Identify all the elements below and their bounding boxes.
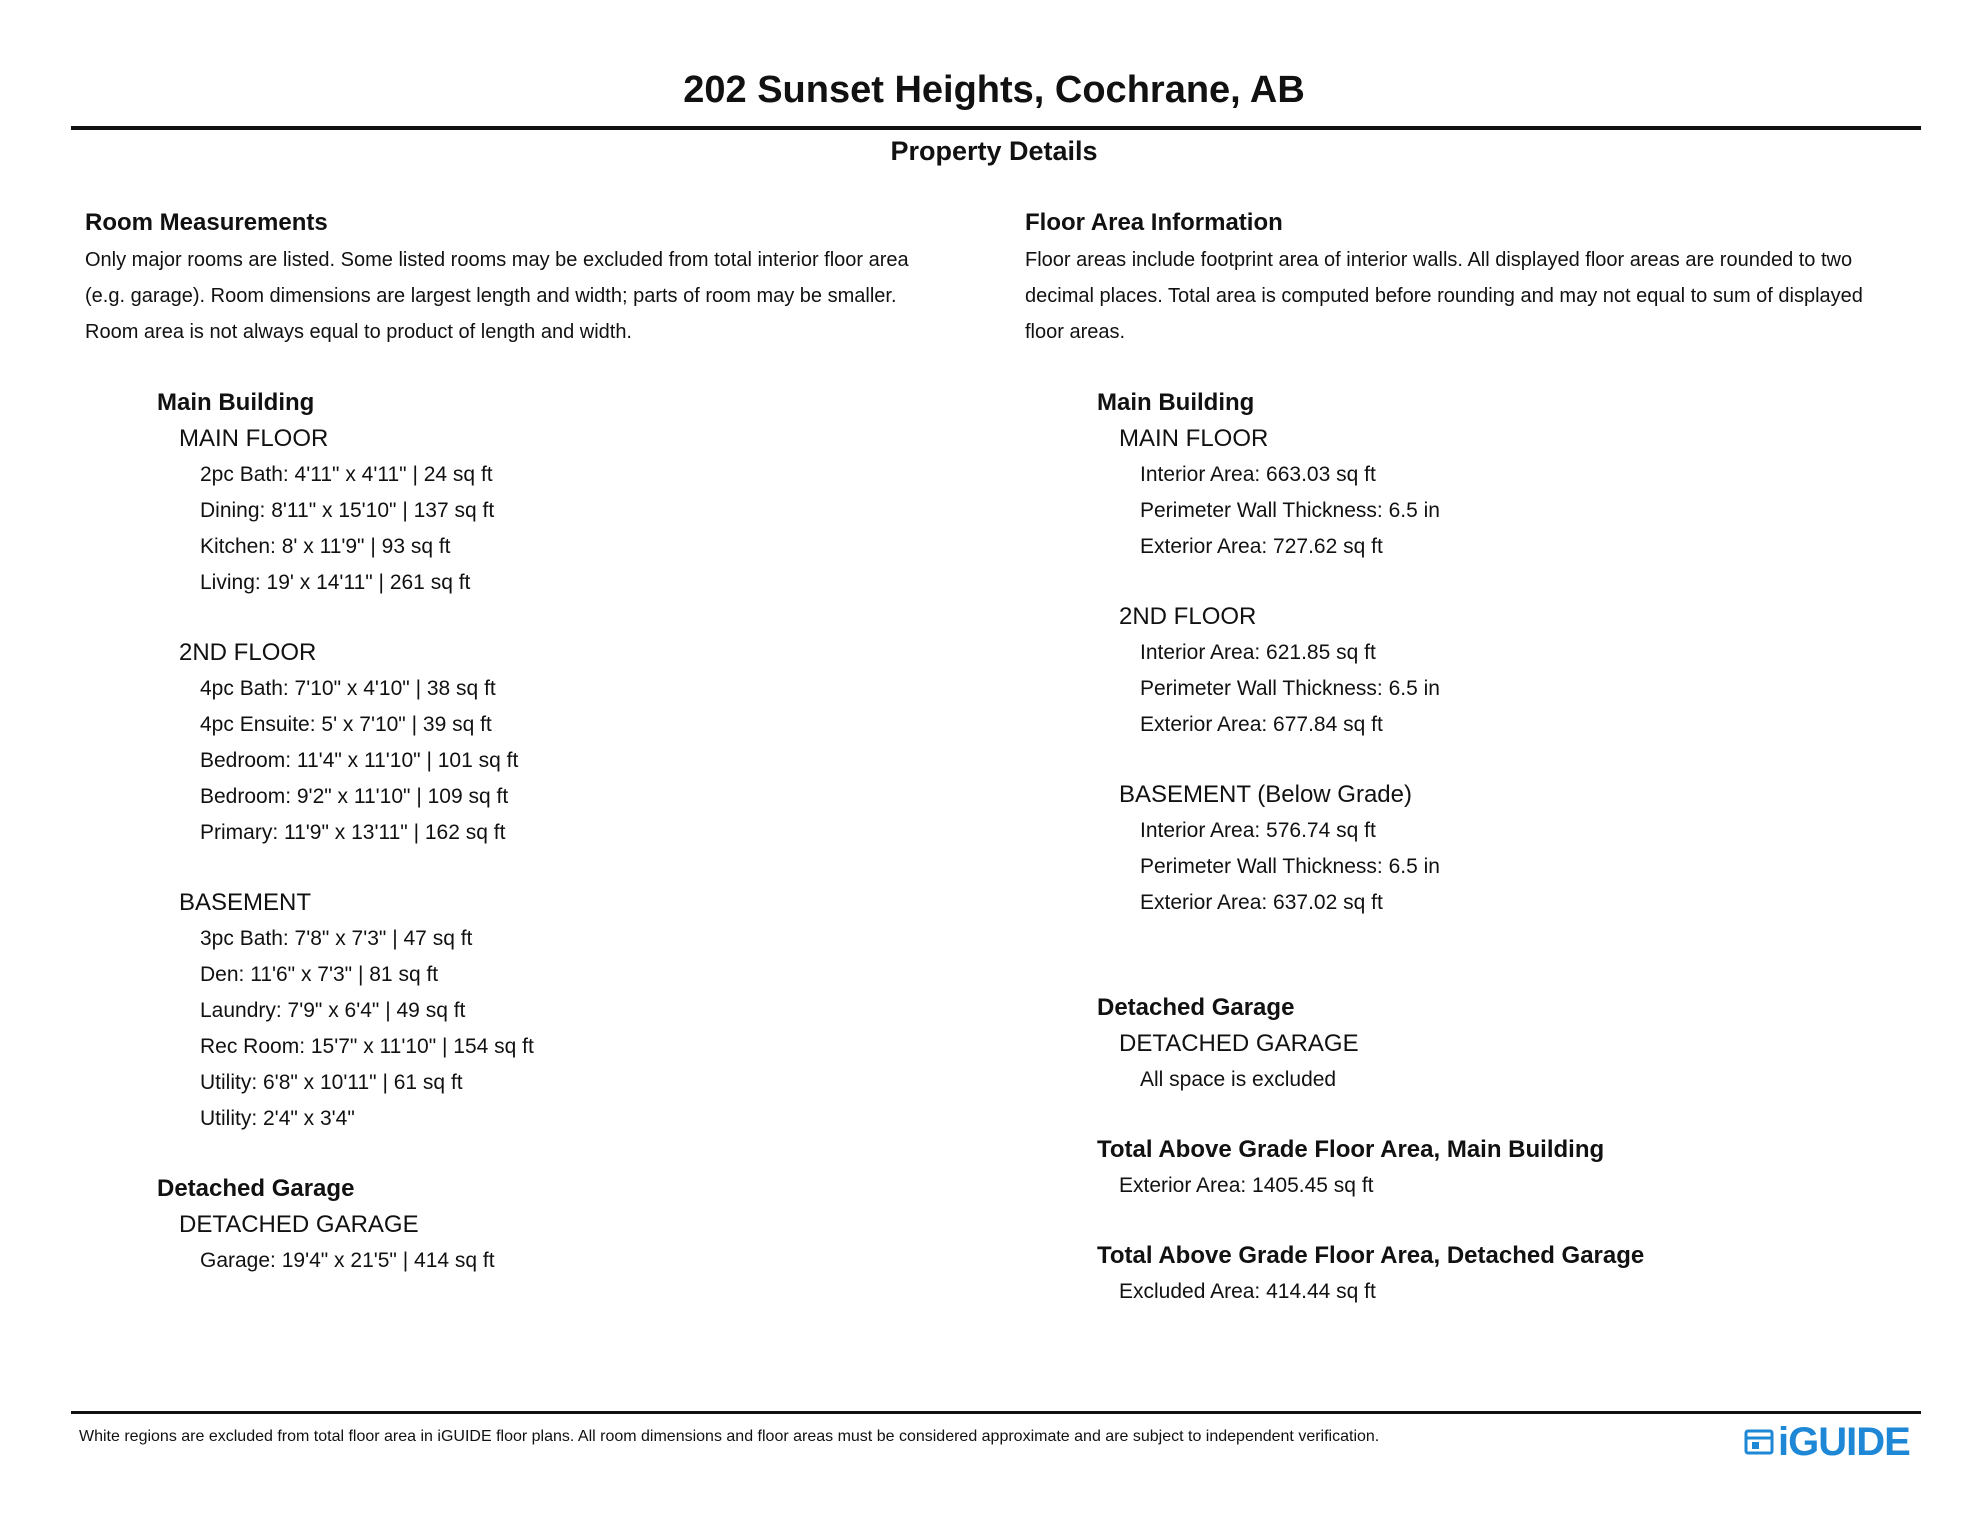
room-item: Utility: 6'8" x 10'11" | 61 sq ft bbox=[200, 1071, 463, 1094]
garage-heading: Detached Garage bbox=[1097, 994, 1295, 1021]
total-garage-value: Excluded Area: 414.44 sq ft bbox=[1119, 1280, 1376, 1303]
area-item: Perimeter Wall Thickness: 6.5 in bbox=[1140, 677, 1440, 700]
floor-name: DETACHED GARAGE bbox=[1119, 1030, 1359, 1057]
iguide-logo bbox=[1744, 1420, 1910, 1464]
area-item: Exterior Area: 727.62 sq ft bbox=[1140, 535, 1383, 558]
room-item: 4pc Bath: 7'10" x 4'10" | 38 sq ft bbox=[200, 677, 496, 700]
page-title: 202 Sunset Heights, Cochrane, AB bbox=[683, 69, 1305, 111]
room-item: Den: 11'6" x 7'3" | 81 sq ft bbox=[200, 963, 439, 986]
floor-name: MAIN FLOOR bbox=[1119, 425, 1269, 452]
area-item: Exterior Area: 677.84 sq ft bbox=[1140, 713, 1383, 736]
building-heading: Main Building bbox=[157, 389, 315, 416]
room-item: Garage: 19'4" x 21'5" | 414 sq ft bbox=[200, 1249, 495, 1272]
total-garage-heading: Total Above Grade Floor Area, Detached Garage bbox=[1097, 1242, 1645, 1269]
room-item: 4pc Ensuite: 5' x 7'10" | 39 sq ft bbox=[200, 713, 492, 736]
room-item: Primary: 11'9" x 13'11" | 162 sq ft bbox=[200, 821, 506, 844]
title-divider bbox=[71, 126, 1921, 130]
floor-area-heading: Floor Area Information bbox=[1025, 209, 1283, 236]
logo-text: iGUIDE bbox=[1778, 1420, 1910, 1464]
floor-name: MAIN FLOOR bbox=[179, 425, 329, 452]
floor-name: BASEMENT bbox=[179, 889, 312, 916]
areas-detached-garage bbox=[1097, 990, 1644, 1310]
area-item: Perimeter Wall Thickness: 6.5 in bbox=[1140, 855, 1440, 878]
area-item: Perimeter Wall Thickness: 6.5 in bbox=[1140, 499, 1440, 522]
area-item: All space is excluded bbox=[1140, 1068, 1337, 1091]
room-item: Laundry: 7'9" x 6'4" | 49 sq ft bbox=[200, 999, 466, 1022]
room-item: Living: 19' x 14'11" | 261 sq ft bbox=[200, 571, 471, 594]
room-measurements-heading: Room Measurements bbox=[85, 209, 328, 236]
iguide-camera-icon bbox=[1744, 1427, 1774, 1457]
floor-name: BASEMENT (Below Grade) bbox=[1119, 781, 1412, 808]
rooms-main-building bbox=[157, 385, 534, 1279]
room-item: Kitchen: 8' x 11'9" | 93 sq ft bbox=[200, 535, 451, 558]
note-line: Only major rooms are listed. Some listed rooms may be excluded from total interior floor area bbox=[85, 249, 909, 271]
footer-divider bbox=[71, 1411, 1921, 1414]
note-line: (e.g. garage). Room dimensions are largest length and width; parts of room may be smaller. bbox=[85, 285, 897, 307]
room-item: 3pc Bath: 7'8" x 7'3" | 47 sq ft bbox=[200, 927, 473, 950]
area-item: Interior Area: 663.03 sq ft bbox=[1140, 463, 1376, 486]
page-subtitle: Property Details bbox=[890, 136, 1098, 166]
note-line: decimal places. Total area is computed before rounding and may not equal to sum of displayed bbox=[1025, 285, 1863, 307]
note-line: Room area is not always equal to product of length and width. bbox=[85, 321, 632, 343]
floor-name: DETACHED GARAGE bbox=[179, 1211, 419, 1238]
area-item: Interior Area: 621.85 sq ft bbox=[1140, 641, 1376, 664]
garage-heading: Detached Garage bbox=[157, 1175, 355, 1202]
footer-disclaimer: White regions are excluded from total floor area in iGUIDE floor plans. All room dimensions and floor areas must be considered approximate and are subject to independent verification. bbox=[79, 1428, 1380, 1445]
room-item: Utility: 2'4" x 3'4" bbox=[200, 1107, 355, 1130]
note-line: floor areas. bbox=[1025, 321, 1126, 343]
room-item: Bedroom: 9'2" x 11'10" | 109 sq ft bbox=[200, 785, 509, 808]
building-heading: Main Building bbox=[1097, 389, 1255, 416]
area-item: Interior Area: 576.74 sq ft bbox=[1140, 819, 1376, 842]
room-item: Rec Room: 15'7" x 11'10" | 154 sq ft bbox=[200, 1035, 534, 1058]
floor-name: 2ND FLOOR bbox=[179, 639, 317, 666]
total-main-heading: Total Above Grade Floor Area, Main Building bbox=[1097, 1136, 1605, 1163]
room-item: Dining: 8'11" x 15'10" | 137 sq ft bbox=[200, 499, 495, 522]
area-item: Exterior Area: 637.02 sq ft bbox=[1140, 891, 1383, 914]
floor-name: 2ND FLOOR bbox=[1119, 603, 1257, 630]
room-item: 2pc Bath: 4'11" x 4'11" | 24 sq ft bbox=[200, 463, 493, 486]
floor-area-note bbox=[1025, 242, 1863, 350]
room-measurements-note bbox=[85, 242, 909, 350]
note-line: Floor areas include footprint area of interior walls. All displayed floor areas are rounded to two bbox=[1025, 249, 1853, 271]
total-main-value: Exterior Area: 1405.45 sq ft bbox=[1119, 1174, 1374, 1197]
room-item: Bedroom: 11'4" x 11'10" | 101 sq ft bbox=[200, 749, 519, 772]
areas-main-building bbox=[1097, 385, 1440, 921]
